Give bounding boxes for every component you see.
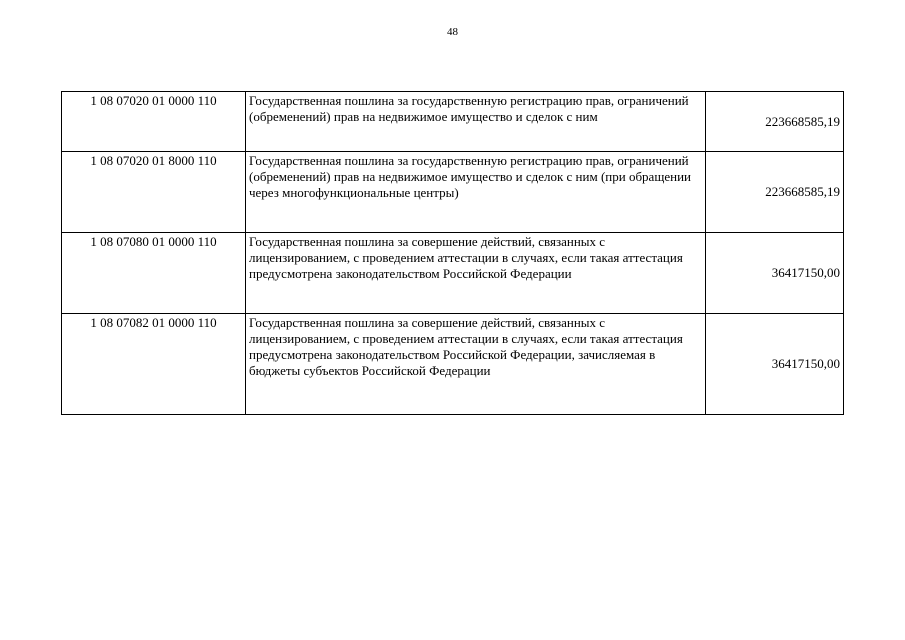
description-cell: Государственная пошлина за совершение действий, связанных с лицензированием, с проведением аттестации в случаях, если такая аттестация предусмотрена законодательством Российской Федерации [246,233,706,314]
budget-code-cell: 1 08 07082 01 0000 110 [62,314,246,415]
description-cell: Государственная пошлина за совершение действий, связанных с лицензированием, с проведением аттестации в случаях, если такая аттестация предусмотрена законодательством Российской Федерации, зачисляемая в бюджеты субъектов Российской Федерации [246,314,706,415]
amount-cell: 36417150,00 [706,314,844,415]
budget-code-cell: 1 08 07020 01 8000 110 [62,152,246,233]
table-row [62,152,844,233]
table-row [62,314,844,415]
table-row [62,233,844,314]
description-cell: Государственная пошлина за государственную регистрацию прав, ограничений (обременений) прав на недвижимое имущество и сделок с ним [246,92,706,152]
amount-cell: 223668585,19 [706,152,844,233]
amount-cell: 223668585,19 [706,92,844,152]
budget-code-cell: 1 08 07080 01 0000 110 [62,233,246,314]
revenue-table [61,91,844,415]
table-row [62,92,844,152]
budget-code-cell: 1 08 07020 01 0000 110 [62,92,246,152]
description-cell: Государственная пошлина за государственную регистрацию прав, ограничений (обременений) прав на недвижимое имущество и сделок с ним (при обращении через многофункциональные центры) [246,152,706,233]
page-number: 48 [447,26,458,38]
amount-cell: 36417150,00 [706,233,844,314]
